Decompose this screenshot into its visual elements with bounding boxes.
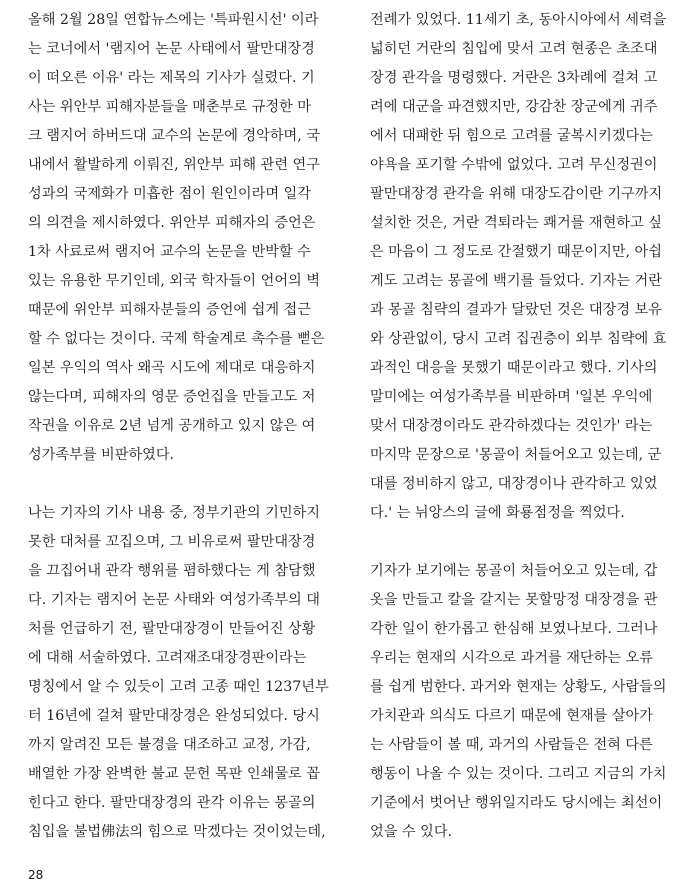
text-line: 과 몽골 침략의 결과가 달랐던 것은 대장경 보유 [370, 302, 662, 318]
text-line: 크 램지어 하버드대 교수의 논문에 경악하며, 국 [28, 128, 320, 144]
text-line: 맞서 대장경이라도 관각하겠다는 것인가' 라는 [370, 418, 653, 434]
text-line: 려에 대군을 파견했지만, 강감찬 장군에게 귀주 [370, 99, 658, 115]
text-line: 가치관과 의식도 다르기 때문에 현재를 살아가 [370, 708, 653, 724]
left-column [28, 6, 330, 847]
paragraph-gap [370, 528, 672, 557]
text-line: 있는 유용한 무기인데, 외국 학자들이 언어의 벽 [28, 273, 320, 289]
text-line: 침입을 불법佛法의 힘으로 막겠다는 것이었는데, [28, 824, 326, 840]
text-line: 못한 대처를 꼬집으며, 그 비유로써 팔만대장경 [28, 534, 316, 550]
text-line: 을 끄집어내 관각 행위를 폄하했다는 게 참담했 [28, 563, 316, 579]
text-line: 와 상관없이, 당시 고려 집권층이 외부 침략에 효 [370, 331, 667, 347]
text-line: 않는다며, 피해자의 영문 증언집을 만들고도 저 [28, 389, 316, 405]
text-line: 마지막 문장으로 '몽골이 처들어오고 있는데, 군 [370, 447, 662, 463]
text-line: 은 마음이 그 정도로 간절했기 때문이지만, 아쉽 [370, 244, 662, 260]
text-line: 나는 기자의 기사 내용 중, 정부기관의 기민하지 [28, 505, 320, 521]
text-line: 사는 위안부 피해자분들을 매춘부로 규정한 마 [28, 99, 311, 115]
text-line: 1차 사료로써 램지어 교수의 논문을 반박할 수 [28, 244, 311, 260]
text-line: 팔만대장경 관각을 위해 대장도감이란 기구까지 [370, 186, 663, 202]
text-line: 성과의 국제화가 미흡한 점이 원인이라며 일각 [28, 186, 311, 202]
text-line: 과적인 대응을 못했기 때문이라고 했다. 기사의 [370, 360, 658, 376]
text-line: 다.' 는 뉘앙스의 글에 화룡점정을 찍었다. [370, 505, 625, 521]
text-line: 행동이 나올 수 있는 것이다. 그리고 지금의 가치 [370, 766, 667, 782]
right-column [370, 6, 672, 847]
text-line: 할 수 없다는 것이다. 국제 학술계로 촉수를 뻗은 [28, 331, 325, 347]
text-line: 성가족부를 비판하였다. [28, 447, 175, 463]
text-line: 까지 알려진 모든 불경을 대조하고 교정, 가감, [28, 737, 311, 753]
paragraph [370, 6, 672, 528]
text-line: 내에서 활발하게 이뤄진, 위안부 피해 관련 연구 [28, 157, 320, 173]
paragraph [28, 499, 330, 847]
text-line: 는 코너에서 '램지어 논문 사태에서 팔만대장경 [28, 41, 315, 57]
text-line: 설치한 것은, 거란 격퇴라는 쾌거를 재현하고 싶 [370, 215, 662, 231]
text-line: 에서 대패한 뒤 힘으로 고려를 굴복시키겠다는 [370, 128, 653, 144]
text-line: 장경 관각을 명령했다. 거란은 3차례에 걸쳐 고 [370, 70, 658, 86]
text-line: 배열한 가장 완벽한 불교 문헌 목판 인쇄물로 꼽 [28, 766, 320, 782]
text-line: 터 16년에 걸쳐 팔만대장경은 완성되었다. 당시 [28, 708, 320, 724]
text-line: 기자가 보기에는 몽골이 처들어오고 있는데, 갑 [370, 563, 658, 579]
text-line: 는 사람들이 볼 때, 과거의 사람들은 전혀 다른 [370, 737, 653, 753]
text-line: 에 대해 서술하였다. 고려재조대장경판이라는 [28, 650, 307, 666]
text-line: 명칭에서 알 수 있듯이 고려 고종 때인 1237년부 [28, 679, 329, 695]
text-line: 의 의견을 제시하였다. 위안부 피해자의 증언은 [28, 215, 316, 231]
text-line: 일본 우익의 역사 왜곡 시도에 제대로 대응하지 [28, 360, 316, 376]
text-line: 처를 언급하기 전, 팔만대장경이 만들어진 상황 [28, 621, 316, 637]
paragraph [370, 557, 672, 847]
text-line: 었을 수 있다. [370, 824, 453, 840]
text-line: 다. 기자는 램지어 논문 사태와 여성가족부의 대 [28, 592, 320, 608]
text-line: 를 쉽게 범한다. 과거와 현재는 상황도, 사람들의 [370, 679, 667, 695]
text-line: 야욕을 포기할 수밖에 없었다. 고려 무신정권이 [370, 157, 658, 173]
paragraph [28, 6, 330, 470]
page-number: 28 [28, 868, 44, 882]
text-line: 우리는 현재의 시각으로 과거를 재단하는 오류 [370, 650, 653, 666]
text-line: 각한 일이 한가롭고 한심해 보였나보다. 그러나 [370, 621, 658, 637]
text-line: 작권을 이유로 2년 넘게 공개하고 있지 않은 여 [28, 418, 316, 434]
text-line: 넓히던 거란의 침입에 맞서 고려 현종은 초조대 [370, 41, 658, 57]
text-line: 대를 정비하지 않고, 대장경이나 관각하고 있었 [370, 476, 658, 492]
text-line: 이 떠오른 이유' 라는 제목의 기사가 실렸다. 기 [28, 70, 315, 86]
text-line: 기준에서 벗어난 행위일지라도 당시에는 최선이 [370, 795, 663, 811]
text-line: 올해 2월 28일 연합뉴스에는 '특파원시선' 이라 [28, 12, 319, 28]
text-line: 옷을 만들고 칼을 갈지는 못할망정 대장경을 관 [370, 592, 658, 608]
text-line: 게도 고려는 몽골에 백기를 들었다. 기자는 거란 [370, 273, 662, 289]
text-line: 때문에 위안부 피해자분들의 증언에 쉽게 접근 [28, 302, 311, 318]
text-line: 전례가 있었다. 11세기 초, 동아시아에서 세력을 [370, 12, 667, 28]
text-line: 힌다고 한다. 팔만대장경의 관각 이유는 몽골의 [28, 795, 316, 811]
paragraph-gap [28, 470, 330, 499]
text-line: 말미에는 여성가족부를 비판하며 '일본 우익에 [370, 389, 653, 405]
